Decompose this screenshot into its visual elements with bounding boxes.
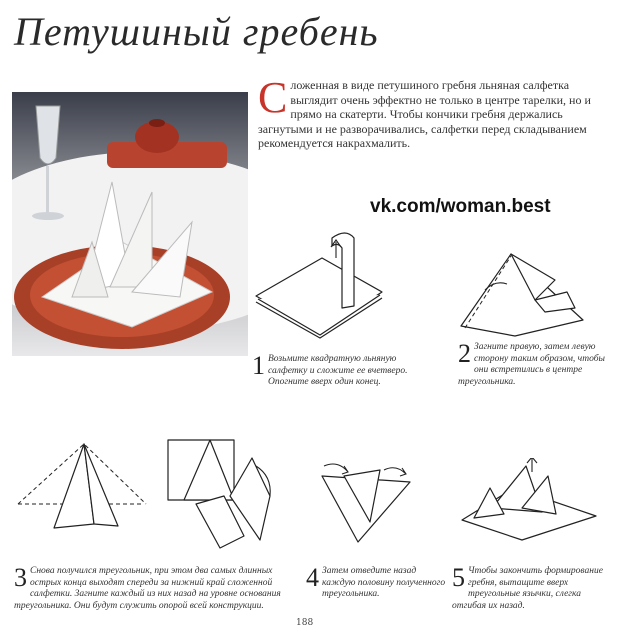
step-3-number: 3 bbox=[14, 563, 27, 592]
napkin-photo bbox=[12, 92, 248, 356]
step-1-text: Возьмите квадратную льняную салфетку и сложите ее вчетверо. Опогните вверх один конец. bbox=[268, 354, 408, 387]
step-4-number: 4 bbox=[306, 563, 319, 592]
step-3b-diagram bbox=[160, 436, 290, 556]
step-5-text: Чтобы закончить формирование гребня, вытащите вверх треугольные язычки, слегка отгибая их назад. bbox=[452, 566, 603, 611]
step-5-diagram bbox=[452, 458, 612, 548]
drop-cap: С bbox=[258, 73, 288, 122]
step-2 bbox=[458, 339, 608, 388]
intro-body: ложенная в виде петушиного гребня льняная салфетка выглядит очень эффектно не только в центре тарелки, но и прямо на скатерти. Чтобы кончики гребня держались загнутыми и не разворачивались, салфетки перед складыванием рекомендуется накрахмалить. bbox=[258, 78, 591, 151]
page-title: Петушиный гребень bbox=[14, 9, 379, 54]
step-4-text: Затем отведите назад каждую половину полученного треугольника. bbox=[322, 566, 446, 599]
step-1 bbox=[252, 351, 422, 389]
page-number: 188 bbox=[296, 618, 314, 628]
step-2-diagram bbox=[455, 240, 605, 340]
step-5 bbox=[452, 563, 608, 612]
watermark: vk.com/woman.best bbox=[370, 196, 551, 217]
intro-text bbox=[258, 73, 598, 151]
step-5-number: 5 bbox=[452, 563, 465, 592]
step-3 bbox=[14, 563, 290, 612]
step-1-diagram bbox=[250, 228, 390, 348]
step-2-text: Загните правую, затем левую сторону таким образом, чтобы они встретились в центре треугольника. bbox=[458, 342, 605, 387]
step-4-diagram bbox=[314, 462, 424, 552]
step-4 bbox=[306, 563, 446, 601]
step-3a-diagram bbox=[14, 438, 154, 534]
step-3-text: Снова получился треугольник, при этом два самых длинных острых конца выходят спереди за нижний край сложенной салфетки. Загните каждый из них назад на уровне основания треугольника. Они будут служить опорой всей конструкции. bbox=[14, 566, 281, 611]
step-2-number: 2 bbox=[458, 339, 471, 368]
step-1-number: 1 bbox=[252, 351, 265, 380]
